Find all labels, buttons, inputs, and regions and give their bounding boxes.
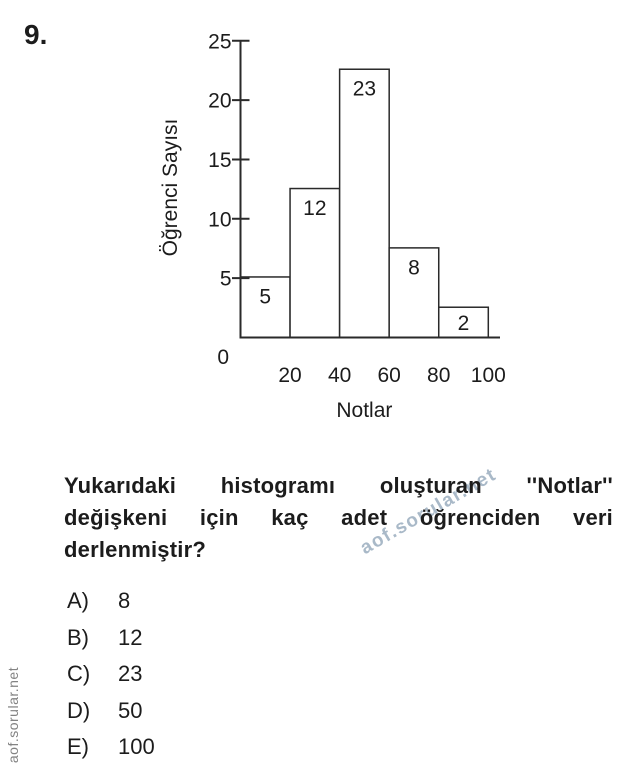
option-letter: A) xyxy=(67,588,89,613)
x-tick-label: 100 xyxy=(470,364,506,387)
question-number: 9. xyxy=(24,19,48,50)
option-value: 100 xyxy=(118,734,155,759)
y-tick-label: 10 xyxy=(208,208,232,232)
bar-value-label: 8 xyxy=(408,256,420,280)
watermark-diagonal: aof.sorular.net xyxy=(356,464,501,560)
option-letter: C) xyxy=(67,661,91,686)
bar-value-label: 5 xyxy=(259,285,272,309)
answer-option-A[interactable] xyxy=(67,583,155,620)
answer-option-B[interactable] xyxy=(67,620,155,657)
option-value: 50 xyxy=(118,697,143,723)
origin-label: 0 xyxy=(217,346,229,369)
x-tick-label: 80 xyxy=(427,364,451,387)
option-letter: D) xyxy=(67,697,91,723)
y-tick-label: 20 xyxy=(208,89,232,113)
y-tick-label: 15 xyxy=(208,148,232,172)
question-line-1: Yukarıdaki histogramı oluşturan ''Notlar'' xyxy=(64,473,613,498)
option-value: 12 xyxy=(118,624,143,650)
watermark-left-vertical: aof.sorular.net xyxy=(5,666,21,764)
question-line-3: derlenmiştir? xyxy=(64,537,206,562)
option-value: 8 xyxy=(118,588,131,613)
bar-value-label: 12 xyxy=(303,197,327,221)
y-tick-label: 25 xyxy=(208,30,232,54)
bar-value-label: 23 xyxy=(352,77,377,101)
y-tick-label: 5 xyxy=(219,267,232,291)
answer-option-E[interactable] xyxy=(67,729,155,766)
x-tick-label: 20 xyxy=(278,364,302,387)
x-tick-label: 40 xyxy=(327,364,352,387)
option-letter: E) xyxy=(67,734,89,759)
answer-options xyxy=(67,583,155,766)
y-axis-title: Öğrenci Sayısı xyxy=(159,118,182,257)
bar-value-label: 2 xyxy=(457,311,470,335)
x-axis-title: Notlar xyxy=(336,399,393,422)
question-line-2: değişkeni için kaç adet öğrenciden veri xyxy=(64,505,613,530)
answer-option-C[interactable] xyxy=(67,656,155,693)
x-tick-label: 60 xyxy=(377,364,401,387)
question-text xyxy=(64,470,613,566)
bar xyxy=(340,69,390,337)
option-value: 23 xyxy=(118,661,143,686)
answer-option-D[interactable] xyxy=(67,693,155,730)
option-letter: B) xyxy=(67,624,89,650)
